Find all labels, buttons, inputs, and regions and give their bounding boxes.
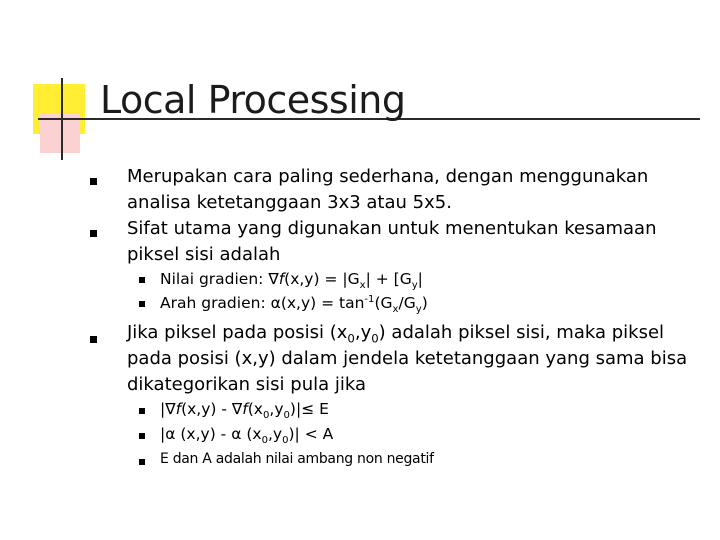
sub-bullet-marker [139, 277, 145, 283]
sub-bullet-marker [139, 301, 145, 307]
bullet-text: Merupakan cara paling sederhana, dengan menggunakan analisa ketetanggaan 3x3 atau 5x5. [127, 166, 649, 213]
sub-bullet-marker [139, 408, 145, 414]
sub-bullet-marker [139, 433, 145, 439]
gradient-direction-line: Arah gradien: $\alpha(x,y) = \tan^{-1}(G_x/G_y)$ [160, 293, 428, 316]
gradient-magnitude-line: Nilai gradien: $\nabla f(x,y) = |G_x| + [G_y|$ [160, 270, 423, 292]
bullet-text: Jika piksel pada posisi $(x_0,y_0)$ adalah piksel sisi, maka piksel pada posisi (x,y) dalam jendela ketetanggaan yang sama bisa dikategorikan sisi pula jika [127, 322, 688, 395]
condition-gradient-line: $|\nabla f(x,y) - \nabla f(x_0,y_0)|\le E$ [160, 400, 329, 422]
bullet-marker [90, 336, 97, 343]
condition-direction-line: |α (x,y) - α $(x_0,y_0)| < A$ [160, 425, 334, 447]
bullet-text: Sifat utama yang digunakan untuk menentukan kesamaan piksel sisi adalah [127, 218, 657, 265]
slide-title: Local Processing [100, 78, 406, 122]
bullet-marker [90, 230, 97, 237]
bullet-marker [90, 178, 97, 185]
threshold-note: E dan A adalah nilai ambang non negatif [160, 451, 434, 467]
sub-bullet-marker [139, 459, 145, 465]
